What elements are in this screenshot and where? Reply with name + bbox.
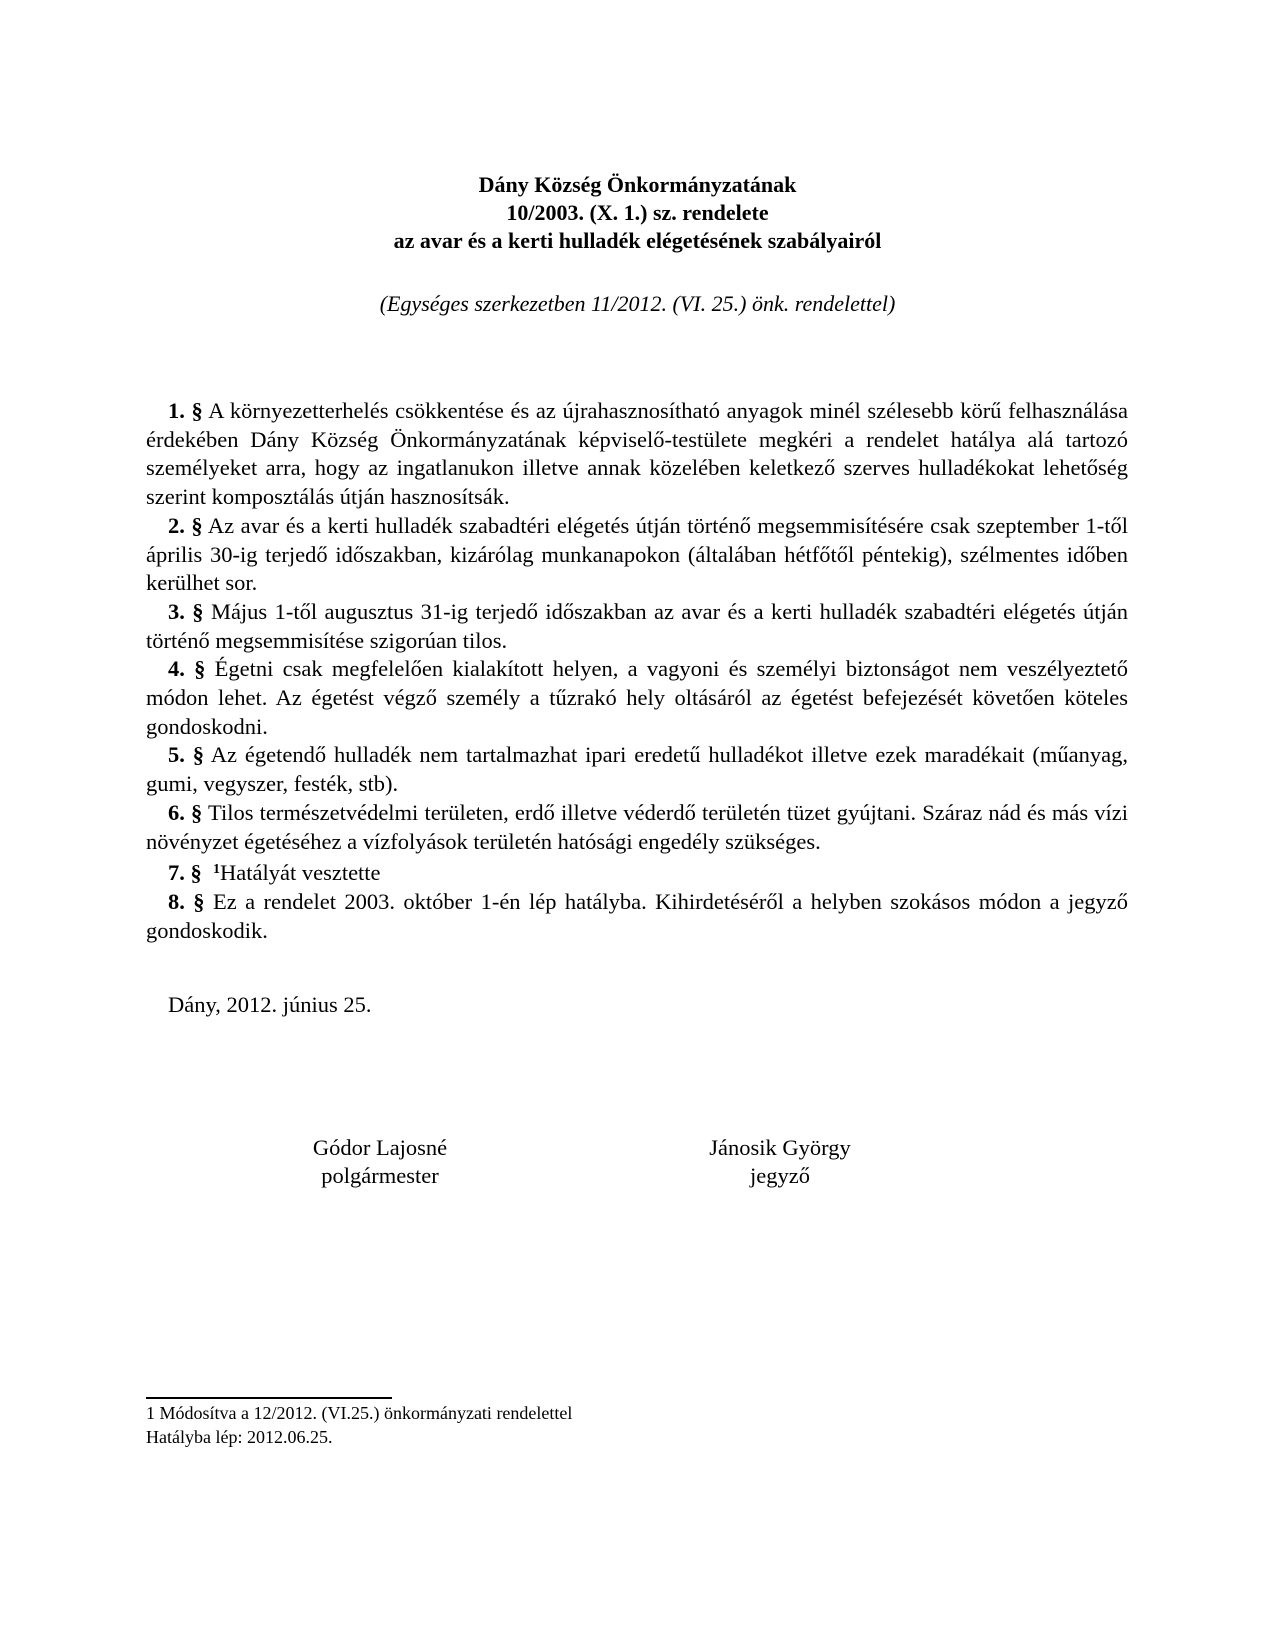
- section-number: 7. §: [168, 860, 202, 886]
- signatory-name: Jánosik György: [709, 1135, 851, 1160]
- section-number: 4. §: [168, 656, 206, 682]
- section-text: Ez a rendelet 2003. október 1-én lép hatályba. Kihirdetéséről a helyben szokásos módon a jegyző gondoskodik.: [146, 888, 1129, 943]
- section-number: 1. §: [168, 398, 203, 423]
- footnote-reference: 1: [213, 862, 220, 878]
- section-8: [146, 888, 1128, 945]
- decree-body: [146, 397, 1128, 945]
- signature-mayor: [270, 1134, 490, 1190]
- section-text: Tilos természetvédelmi területen, erdő illetve véderdő területén tüzet gyújtani. Száraz nád és más vízi növényzet égetéséhez a vízfolyások területén hatósági engedély szükséges.: [146, 799, 1129, 854]
- footnote-line: Hatályba lép: 2012.06.25.: [146, 1427, 333, 1447]
- section-number: 6. §: [168, 799, 203, 825]
- signatory-role: jegyző: [750, 1163, 810, 1188]
- section-text: A környezetterhelés csökkentése és az újrahasznosítható anyagok minél szélesebb körű felhasználása érdekében Dány Község Önkormányzatának képviselő-testülete megkéri a rendelet hatálya alá tartozó személyeket arra, hogy az ingatlanukon illetve annak közelében keletkező szerves hulladékokat lehetőség szerint komposztálás útján hasznosítsák.: [146, 398, 1129, 510]
- consolidation-note: (Egységes szerkezetben 11/2012. (VI. 25.) önk. rendelettel): [379, 291, 896, 316]
- section-1: [146, 397, 1128, 512]
- title-municipality: Dány Község Önkormányzatának: [478, 172, 797, 197]
- section-number: 3. §: [168, 598, 204, 624]
- section-5: [146, 741, 1128, 798]
- section-6: [146, 799, 1128, 856]
- section-4: [146, 655, 1128, 741]
- section-number: 5. §: [168, 742, 205, 768]
- signatory-name: Gódor Lajosné: [312, 1135, 448, 1160]
- footnote: [146, 1401, 572, 1449]
- section-3: [146, 598, 1128, 655]
- section-7: [146, 856, 1128, 888]
- footnote-line: 1 Módosítva a 12/2012. (VI.25.) önkormányzati rendelettel: [146, 1403, 573, 1423]
- section-text: Az avar és a kerti hulladék szabadtéri elégetés útján történő megsemmisítésére csak szeptember 1-től április 30-ig terjedő időszakban, kizárólag munkanapokon (általában hétfőtől péntekig), szélmentes időben kerülhet sor.: [146, 512, 1128, 596]
- signature-notary: [660, 1134, 900, 1190]
- section-number: 2. §: [168, 512, 203, 538]
- signatory-role: polgármester: [321, 1163, 439, 1188]
- place-and-date: Dány, 2012. június 25.: [168, 992, 372, 1017]
- section-text: Május 1-től augusztus 31-ig terjedő időszakban az avar és a kerti hulladék szabadtéri elégetés útján történő megsemmisítése szigorúan tilos.: [146, 598, 1128, 653]
- section-text: Hatályát vesztette: [220, 860, 381, 886]
- section-number: 8. §: [168, 888, 205, 914]
- title-decree-subject: az avar és a kerti hulladék elégetésének szabályairól: [393, 228, 882, 253]
- section-text: Az égetendő hulladék nem tartalmazhat ipari eredetű hulladékot illetve ezek maradékait (műanyag, gumi, vegyszer, festék, stb).: [146, 742, 1129, 797]
- footnote-divider: [146, 1397, 392, 1399]
- title-decree-number: 10/2003. (X. 1.) sz. rendelete: [506, 200, 769, 225]
- section-text: Égetni csak megfelelően kialakított helyen, a vagyoni és személyi biztonságot nem veszélyeztető módon lehet. Az égetést végző személy a tűzrakó hely oltásáról az égetést befejezését követően köteles gondoskodni.: [146, 656, 1129, 739]
- section-2: [146, 512, 1128, 598]
